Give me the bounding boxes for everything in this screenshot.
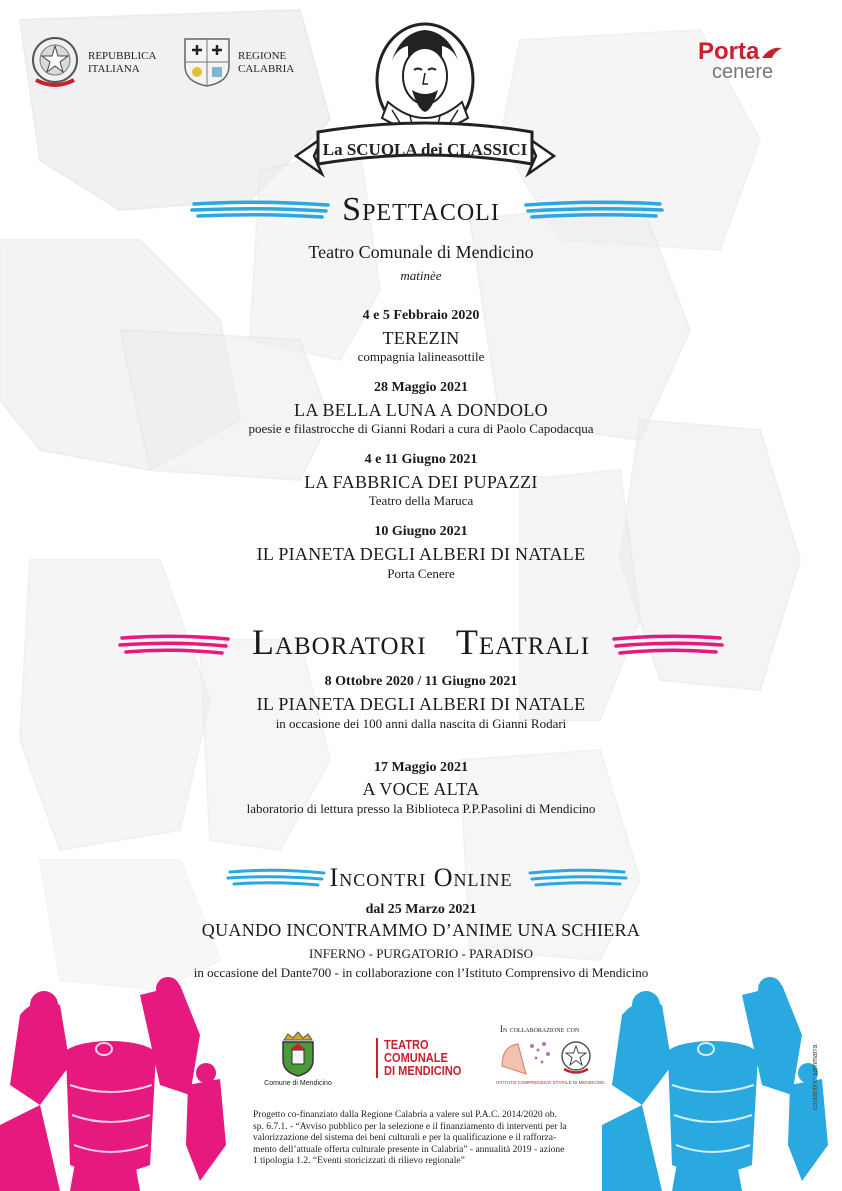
event-sub: in occasione dei 100 anni dalla nascita di Gianni Rodari: [275, 716, 567, 731]
repubblica-line1: REPUBBLICA: [88, 50, 157, 62]
event-date: 28 Maggio 2021: [373, 380, 469, 395]
event-date: 4 e 5 Febbraio 2020: [362, 308, 480, 323]
artist-credit-wrap: [812, 1040, 826, 1110]
event-sub: Teatro della Maruca: [368, 493, 474, 508]
funding-line: 1 tipologia 1.2. “Eventi storicizzati di rilievo regionale”: [253, 1156, 465, 1166]
regione-line2: CALABRIA: [238, 63, 295, 75]
porta-cenere-word1: Porta: [698, 38, 760, 65]
venue-note: matinèe: [400, 268, 442, 283]
scuola-banner: [296, 123, 554, 174]
istituto-label: ISTITUTO COMPRENSIVO STATALE DI MENDICINO: [496, 1080, 605, 1085]
porta-cenere-flame-icon: [760, 46, 784, 60]
event-date: 8 Ottobre 2020 / 11 Giugno 2021: [324, 674, 518, 689]
porta-cenere-word2: cenere: [712, 61, 774, 83]
shakespeare-portrait-icon: [377, 24, 473, 136]
event-title: TEREZIN: [382, 328, 460, 348]
repubblica-line2: ITALIANA: [88, 63, 140, 75]
event-sub: poesie e filastrocche di Gianni Rodari a cura di Paolo Capodacqua: [248, 421, 594, 436]
event-sub: compagnia lalineasottile: [357, 349, 485, 364]
collab-label: In collaborazione con: [500, 1024, 580, 1034]
event-sub: Porta Cenere: [387, 566, 455, 581]
funding-note: [253, 1110, 603, 1168]
comune-label: Comune di Mendicino: [264, 1080, 332, 1087]
scuola-banner-text: La SCUOLA dei CLASSICI: [322, 140, 528, 159]
teatro-logo-line1: TEATRO: [384, 1037, 429, 1052]
teatro-logo-line3: DI MENDICINO: [384, 1063, 462, 1078]
funding-line: valorizzazione del sistema dei beni culturali e per la qualificazione e il rafforza-: [253, 1133, 557, 1143]
regione-line1: REGIONE: [238, 50, 287, 62]
incontri-line1: INFERNO - PURGATORIO - PARADISO: [309, 946, 533, 961]
magenta-figures-illustration: [0, 975, 240, 1191]
scuola-dei-classici-logo: [292, 18, 558, 186]
teatro-logo-bar: [376, 1038, 378, 1078]
event-sub: laboratorio di lettura presso la Biblioteca P.P.Pasolini di Mendicino: [246, 801, 596, 816]
incontri-date: dal 25 Marzo 2021: [365, 902, 477, 917]
istituto-logo-icon: [498, 1036, 598, 1080]
event-title: IL PIANETA DEGLI ALBERI DI NATALE: [256, 694, 586, 714]
funding-line: mento dell’attuale offerta culturale presente in Calabria” - annualità 2019 - azione: [253, 1144, 565, 1155]
event-date: 17 Maggio 2021: [373, 760, 469, 775]
comune-crest-icon: [278, 1030, 318, 1078]
spettacoli-heading: Spettacoli: [342, 191, 500, 228]
funding-line: Progetto co-finanziato dalla Regione Calabria a valere sul P.A.C. 2014/2020 ob.: [253, 1110, 557, 1120]
incontri-line2: in occasione del Dante700 - in collaborazione con l’Istituto Comprensivo di Mendicino: [193, 965, 649, 980]
regione-calabria-emblem-icon: [182, 36, 232, 88]
event-title: A VOCE ALTA: [362, 779, 480, 799]
event-title: LA FABBRICA DEI PUPAZZI: [304, 472, 538, 492]
cyan-figures-illustration: [602, 975, 842, 1191]
artist-credit: costantino sammarra: [812, 1044, 819, 1110]
incontri-heading: Incontri Online: [329, 863, 513, 892]
funding-line: sp. 6.7.1. - “Avviso pubblico per la selezione e il finanziamento di interventi per la: [253, 1121, 567, 1132]
incontri-title: QUANDO INCONTRAMMO D’ANIME UNA SCHIERA: [201, 920, 641, 940]
event-title: LA BELLA LUNA A DONDOLO: [294, 400, 548, 420]
teatro-comunale-logo: [384, 1038, 461, 1077]
repubblica-emblem-icon: [28, 34, 82, 90]
laboratori-heading: Laboratori Teatrali: [251, 622, 591, 662]
event-date: 10 Giugno 2021: [374, 524, 468, 539]
porta-cenere-logo: [690, 38, 810, 83]
teatro-logo-line2: COMUNALE: [384, 1050, 448, 1065]
venue-name: Teatro Comunale di Mendicino: [308, 242, 534, 262]
event-date: 4 e 11 Giugno 2021: [364, 452, 478, 467]
event-title: IL PIANETA DEGLI ALBERI DI NATALE: [256, 544, 586, 564]
